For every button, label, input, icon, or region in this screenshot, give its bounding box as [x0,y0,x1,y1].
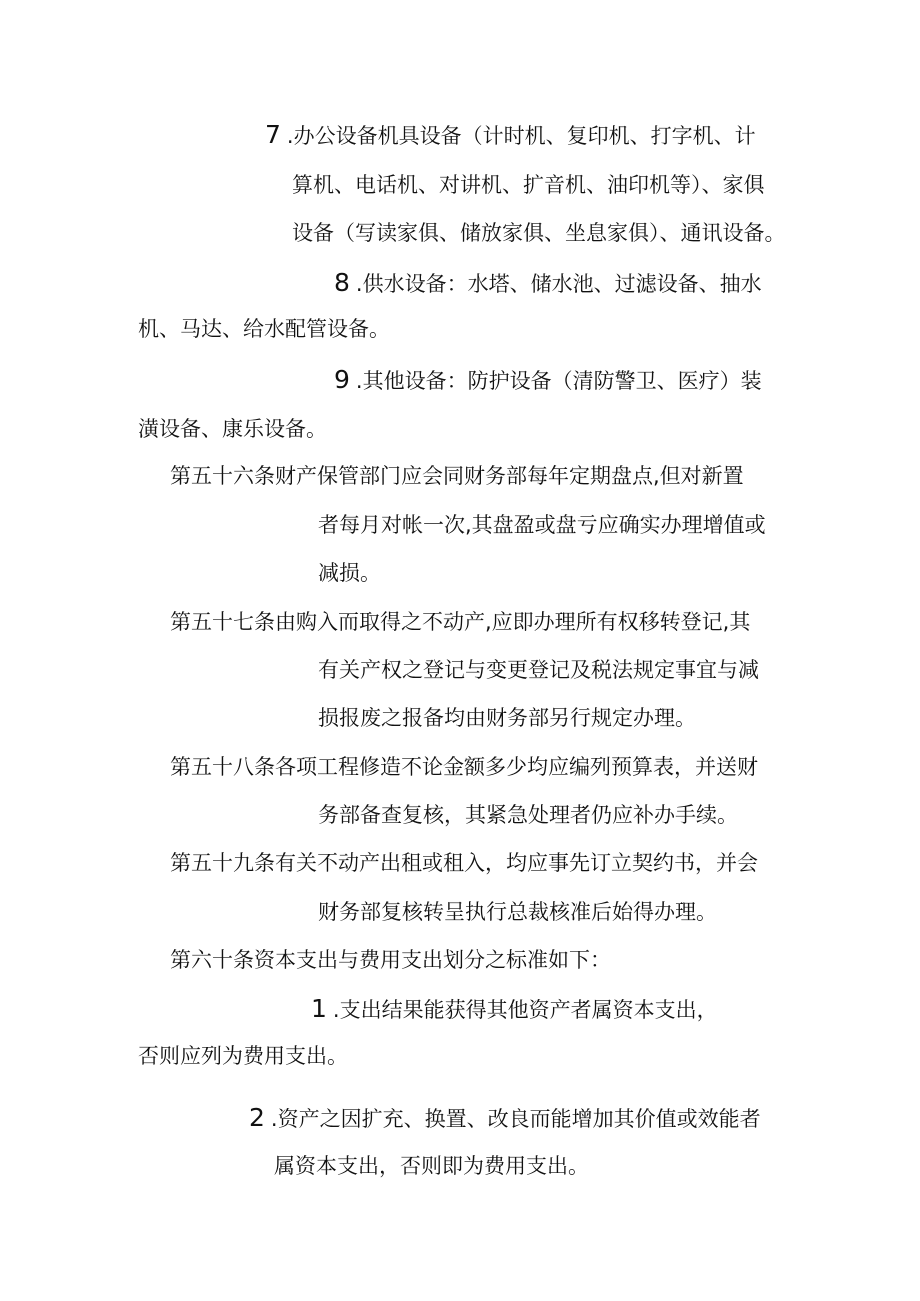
item-9-number: 9 [334,365,350,394]
article-60-sub-1-line-2: 否则应列为费用支出。 [138,1044,348,1068]
item-8-line-2: 机、马达、给水配管设备。 [138,317,390,341]
item-7-text-1: .办公设备机具设备（计时机、复印机、打字机、计 [286,124,756,148]
article-60-sub-2-number: 2 [249,1103,265,1132]
article-57-line-2: 有关产权之登记与变更登记及税法规定事宜与减 [318,658,759,682]
item-7-line-1 [265,120,756,150]
item-9-text-1: .其他设备：防护设备（清防警卫、医疗）装 [355,369,762,393]
article-59-line-2: 财务部复核转呈执行总裁核准后始得办理。 [318,900,717,924]
item-8-number: 8 [334,268,350,297]
article-58-line-1: 第五十八条各项工程修造不论金额多少均应编列预算表，并送财 [170,755,758,779]
item-7-number: 7 [265,120,281,149]
article-60-sub-2-line-1 [249,1103,761,1133]
article-57-line-3: 损报废之报备均由财务部另行规定办理。 [318,706,696,730]
article-56-line-2: 者每月对帐一次,其盘盈或盘亏应确实办理增值或 [318,513,766,537]
article-56-line-3: 减损。 [318,561,381,585]
article-56-line-1: 第五十六条财产保管部门应会同财务部每年定期盘点,但对新置 [170,464,744,488]
article-60-sub-2-text-1: .资产之因扩充、换置、改良而能增加其价值或效能者 [270,1107,761,1131]
item-7-line-3: 设备（写读家俱、储放家俱、坐息家俱）、通讯设备。 [292,221,786,245]
article-60-sub-2-line-2: 属资本支出，否则即为费用支出。 [274,1154,589,1178]
article-58-line-2: 务部备查复核，其紧急处理者仍应补办手续。 [318,803,738,827]
item-9-line-2: 潢设备、康乐设备。 [138,417,327,441]
article-60-sub-1-text-1: .支出结果能获得其他资产者属资本支出， [332,998,718,1022]
article-57-line-1: 第五十七条由购入而取得之不动产,应即办理所有权移转登记,其 [170,610,751,634]
article-60-sub-1-number: 1 [311,994,327,1023]
item-7-line-2: 算机、电话机、对讲机、扩音机、油印机等）、家俱 [292,173,765,197]
item-9-line-1 [334,365,762,395]
item-8-text-1: .供水设备：水塔、储水池、过滤设备、抽水 [355,272,762,296]
article-60-heading: 第六十条资本支出与费用支出划分之标准如下： [170,948,611,972]
article-60-sub-1-line-1 [311,994,718,1024]
article-59-line-1: 第五十九条有关不动产出租或租入，均应事先订立契约书，并会 [170,851,758,875]
item-8-line-1 [334,268,762,298]
